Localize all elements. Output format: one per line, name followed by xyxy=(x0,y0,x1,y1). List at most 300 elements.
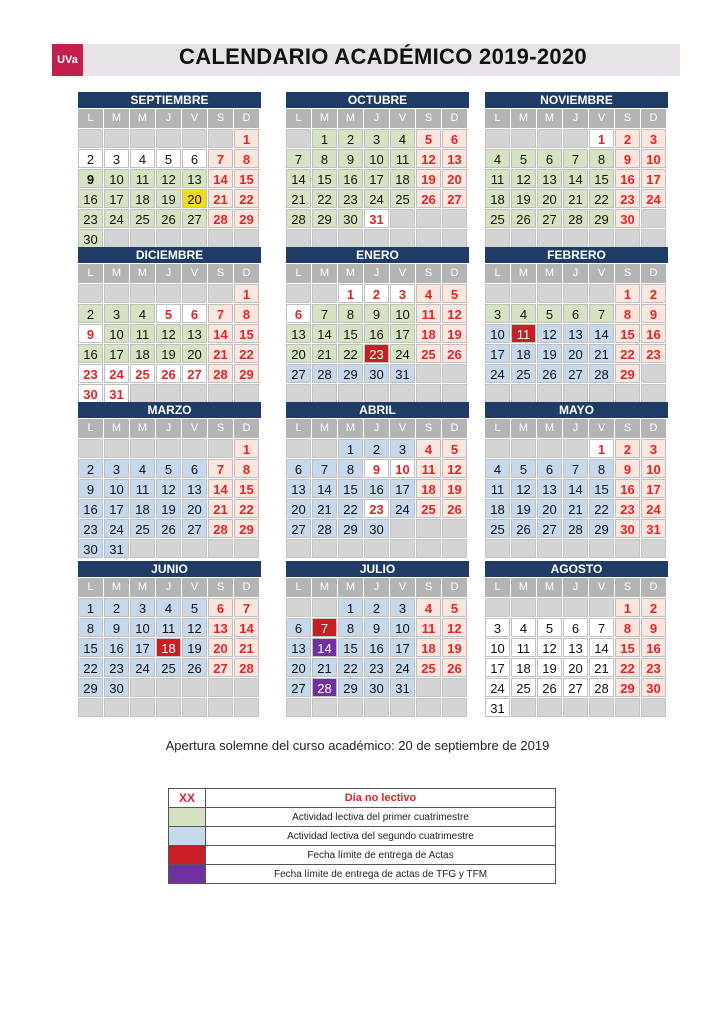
day-cell: 17 xyxy=(641,169,666,188)
day-cell: 4 xyxy=(511,304,536,323)
empty-cell xyxy=(208,539,233,558)
day-cell: 2 xyxy=(641,284,666,303)
weekday-header: J xyxy=(563,109,588,128)
day-cell: 26 xyxy=(511,209,536,228)
empty-cell xyxy=(563,598,588,617)
day-cell: 30 xyxy=(615,209,640,228)
empty-cell xyxy=(312,229,337,248)
day-cell: 18 xyxy=(511,344,536,363)
day-cell: 19 xyxy=(442,638,467,657)
day-cell: 7 xyxy=(312,304,337,323)
day-cell: 2 xyxy=(364,439,389,458)
empty-cell xyxy=(338,384,363,403)
empty-cell xyxy=(390,698,415,717)
day-cell: 21 xyxy=(589,658,614,677)
day-cell: 27 xyxy=(442,189,467,208)
weekday-header: L xyxy=(286,578,311,597)
empty-cell xyxy=(312,698,337,717)
empty-cell xyxy=(130,678,155,697)
day-cell: 6 xyxy=(182,459,207,478)
weekday-header: M xyxy=(511,109,536,128)
day-cell: 26 xyxy=(156,364,181,383)
day-cell: 25 xyxy=(156,658,181,677)
day-cell: 9 xyxy=(364,304,389,323)
empty-cell xyxy=(182,284,207,303)
empty-cell xyxy=(537,698,562,717)
day-cell: 16 xyxy=(641,324,666,343)
day-cell: 28 xyxy=(312,519,337,538)
weekday-header: V xyxy=(390,264,415,283)
weekday-header: L xyxy=(286,109,311,128)
day-cell: 5 xyxy=(442,439,467,458)
day-cell: 21 xyxy=(563,189,588,208)
day-cell: 23 xyxy=(104,658,129,677)
day-cell: 25 xyxy=(416,499,441,518)
empty-cell xyxy=(286,439,311,458)
weekday-header: M xyxy=(537,264,562,283)
day-cell: 30 xyxy=(78,229,103,248)
month-name: JUNIO xyxy=(78,561,261,577)
day-cell: 1 xyxy=(78,598,103,617)
day-cell: 27 xyxy=(563,364,588,383)
day-cell: 21 xyxy=(208,499,233,518)
day-cell: 20 xyxy=(563,344,588,363)
day-cell: 11 xyxy=(390,149,415,168)
uva-logo: UVa xyxy=(52,44,83,76)
page-title: CALENDARIO ACADÉMICO 2019-2020 xyxy=(179,44,587,69)
day-cell: 4 xyxy=(416,439,441,458)
empty-cell xyxy=(208,129,233,148)
empty-cell xyxy=(641,229,666,248)
day-cell: 10 xyxy=(104,169,129,188)
legend-tfg-label: Fecha límite de entrega de actas de TFG y TFM xyxy=(206,865,556,884)
day-cell: 27 xyxy=(182,364,207,383)
day-cell: 23 xyxy=(641,344,666,363)
day-cell: 3 xyxy=(364,129,389,148)
day-cell: 21 xyxy=(234,638,259,657)
day-cell: 24 xyxy=(641,189,666,208)
weekday-header: M xyxy=(104,109,129,128)
day-cell: 19 xyxy=(182,638,207,657)
day-cell: 29 xyxy=(589,209,614,228)
day-cell: 23 xyxy=(338,189,363,208)
day-cell: 10 xyxy=(390,459,415,478)
legend-row-tfg xyxy=(169,865,556,884)
day-cell: 5 xyxy=(442,284,467,303)
empty-cell xyxy=(485,598,510,617)
weekday-header: L xyxy=(78,419,103,438)
empty-cell xyxy=(442,384,467,403)
day-cell: 20 xyxy=(182,189,207,208)
empty-cell xyxy=(338,229,363,248)
day-cell: 5 xyxy=(182,598,207,617)
day-cell: 8 xyxy=(615,618,640,637)
day-cell: 11 xyxy=(511,638,536,657)
day-cell: 28 xyxy=(208,519,233,538)
month-diciembre xyxy=(78,247,261,403)
day-cell: 6 xyxy=(537,459,562,478)
weekday-header: M xyxy=(312,578,337,597)
day-grid xyxy=(485,419,668,558)
day-grid xyxy=(286,419,469,558)
day-cell: 18 xyxy=(416,479,441,498)
empty-cell xyxy=(286,129,311,148)
day-cell: 29 xyxy=(234,519,259,538)
day-cell: 12 xyxy=(442,304,467,323)
empty-cell xyxy=(511,229,536,248)
empty-cell xyxy=(390,209,415,228)
empty-cell xyxy=(208,678,233,697)
empty-cell xyxy=(563,229,588,248)
day-cell: 13 xyxy=(286,324,311,343)
weekday-header: M xyxy=(130,578,155,597)
day-cell: 12 xyxy=(511,169,536,188)
day-cell: 19 xyxy=(511,189,536,208)
empty-cell xyxy=(485,129,510,148)
day-cell: 22 xyxy=(589,189,614,208)
legend-row-first xyxy=(169,808,556,827)
weekday-header: M xyxy=(537,578,562,597)
day-cell: 26 xyxy=(537,364,562,383)
empty-cell xyxy=(563,439,588,458)
month-name: DICIEMBRE xyxy=(78,247,261,263)
day-cell: 26 xyxy=(511,519,536,538)
day-cell: 20 xyxy=(208,638,233,657)
weekday-header: M xyxy=(338,109,363,128)
day-cell: 14 xyxy=(234,618,259,637)
empty-cell xyxy=(156,678,181,697)
day-cell: 19 xyxy=(416,169,441,188)
day-grid xyxy=(78,578,261,717)
weekday-header: V xyxy=(390,578,415,597)
day-cell: 5 xyxy=(442,598,467,617)
day-cell: 3 xyxy=(641,439,666,458)
day-cell: 1 xyxy=(615,598,640,617)
day-cell: 13 xyxy=(442,149,467,168)
day-cell: 16 xyxy=(78,499,103,518)
empty-cell xyxy=(364,229,389,248)
month-mayo xyxy=(485,402,668,558)
day-cell: 4 xyxy=(485,459,510,478)
day-cell: 23 xyxy=(364,344,389,363)
empty-cell xyxy=(416,229,441,248)
day-cell: 26 xyxy=(182,658,207,677)
day-cell: 31 xyxy=(104,539,129,558)
day-cell: 27 xyxy=(182,519,207,538)
day-cell: 17 xyxy=(104,189,129,208)
day-cell: 21 xyxy=(208,189,233,208)
day-cell: 9 xyxy=(364,618,389,637)
empty-cell xyxy=(364,539,389,558)
day-cell: 23 xyxy=(364,499,389,518)
day-cell: 22 xyxy=(338,344,363,363)
day-cell: 13 xyxy=(563,638,588,657)
day-cell: 15 xyxy=(615,324,640,343)
day-cell: 11 xyxy=(511,324,536,343)
day-cell: 16 xyxy=(364,479,389,498)
day-cell: 11 xyxy=(156,618,181,637)
day-cell: 11 xyxy=(130,324,155,343)
day-cell: 7 xyxy=(208,149,233,168)
day-cell: 6 xyxy=(563,618,588,637)
weekday-header: J xyxy=(156,264,181,283)
day-cell: 25 xyxy=(130,364,155,383)
day-cell: 29 xyxy=(234,364,259,383)
weekday-header: J xyxy=(563,264,588,283)
empty-cell xyxy=(589,284,614,303)
empty-cell xyxy=(312,598,337,617)
empty-cell xyxy=(615,384,640,403)
day-cell: 22 xyxy=(589,499,614,518)
weekday-header: M xyxy=(312,109,337,128)
empty-cell xyxy=(182,384,207,403)
weekday-header: J xyxy=(364,419,389,438)
month-julio xyxy=(286,561,469,717)
weekday-header: S xyxy=(208,109,233,128)
weekday-header: S xyxy=(208,264,233,283)
day-cell: 7 xyxy=(312,618,337,637)
month-septiembre xyxy=(78,92,261,248)
day-cell: 12 xyxy=(537,638,562,657)
day-cell: 25 xyxy=(511,678,536,697)
day-cell: 14 xyxy=(208,324,233,343)
day-cell: 18 xyxy=(130,189,155,208)
day-cell: 16 xyxy=(338,169,363,188)
weekday-header: M xyxy=(130,264,155,283)
day-cell: 15 xyxy=(338,324,363,343)
day-cell: 25 xyxy=(130,519,155,538)
day-cell: 10 xyxy=(641,459,666,478)
weekday-header: V xyxy=(390,419,415,438)
day-cell: 6 xyxy=(286,459,311,478)
day-cell: 24 xyxy=(485,678,510,697)
day-cell: 22 xyxy=(234,499,259,518)
empty-cell xyxy=(390,519,415,538)
empty-cell xyxy=(511,439,536,458)
day-cell: 19 xyxy=(442,479,467,498)
day-cell: 24 xyxy=(390,499,415,518)
day-cell: 29 xyxy=(615,364,640,383)
day-cell: 8 xyxy=(234,304,259,323)
month-marzo xyxy=(78,402,261,558)
weekday-header: M xyxy=(104,419,129,438)
legend-green-swatch xyxy=(169,808,206,827)
empty-cell xyxy=(234,678,259,697)
day-cell: 1 xyxy=(589,439,614,458)
day-cell: 15 xyxy=(234,324,259,343)
day-cell: 13 xyxy=(182,169,207,188)
empty-cell xyxy=(208,229,233,248)
day-cell: 7 xyxy=(234,598,259,617)
day-cell: 8 xyxy=(338,459,363,478)
weekday-header: L xyxy=(78,578,103,597)
day-cell: 13 xyxy=(182,479,207,498)
legend-purple-swatch xyxy=(169,865,206,884)
day-cell: 14 xyxy=(312,324,337,343)
day-cell: 17 xyxy=(485,344,510,363)
day-cell: 21 xyxy=(208,344,233,363)
day-cell: 22 xyxy=(615,658,640,677)
weekday-header: D xyxy=(442,419,467,438)
day-cell: 10 xyxy=(130,618,155,637)
empty-cell xyxy=(641,539,666,558)
day-cell: 12 xyxy=(442,459,467,478)
day-cell: 4 xyxy=(416,284,441,303)
empty-cell xyxy=(104,129,129,148)
day-cell: 29 xyxy=(615,678,640,697)
day-cell: 28 xyxy=(234,658,259,677)
day-cell: 1 xyxy=(615,284,640,303)
day-cell: 29 xyxy=(234,209,259,228)
day-cell: 10 xyxy=(364,149,389,168)
empty-cell xyxy=(338,539,363,558)
empty-cell xyxy=(182,129,207,148)
day-cell: 3 xyxy=(104,459,129,478)
day-cell: 28 xyxy=(312,364,337,383)
weekday-header: L xyxy=(485,419,510,438)
empty-cell xyxy=(511,284,536,303)
day-cell: 10 xyxy=(641,149,666,168)
empty-cell xyxy=(641,384,666,403)
weekday-header: M xyxy=(511,264,536,283)
day-cell: 5 xyxy=(156,304,181,323)
day-cell: 18 xyxy=(156,638,181,657)
empty-cell xyxy=(104,284,129,303)
day-cell: 28 xyxy=(563,519,588,538)
empty-cell xyxy=(390,384,415,403)
day-cell: 18 xyxy=(485,189,510,208)
opening-note: Apertura solemne del curso académico: 20 de septiembre de 2019 xyxy=(165,738,550,753)
day-cell: 21 xyxy=(286,189,311,208)
day-cell: 15 xyxy=(615,638,640,657)
day-cell: 31 xyxy=(390,364,415,383)
day-cell: 2 xyxy=(78,304,103,323)
day-grid xyxy=(78,264,261,403)
day-cell: 18 xyxy=(416,324,441,343)
day-cell: 27 xyxy=(286,519,311,538)
empty-cell xyxy=(364,384,389,403)
legend-no-lectivo-label: Día no lectivo xyxy=(206,789,556,808)
day-cell: 2 xyxy=(104,598,129,617)
day-cell: 15 xyxy=(78,638,103,657)
day-cell: 31 xyxy=(485,698,510,717)
day-cell: 30 xyxy=(338,209,363,228)
day-cell: 13 xyxy=(563,324,588,343)
day-cell: 28 xyxy=(286,209,311,228)
empty-cell xyxy=(485,284,510,303)
day-grid xyxy=(286,109,469,248)
day-cell: 31 xyxy=(641,519,666,538)
empty-cell xyxy=(537,229,562,248)
day-cell: 14 xyxy=(563,479,588,498)
day-cell: 21 xyxy=(589,344,614,363)
weekday-header: D xyxy=(641,109,666,128)
empty-cell xyxy=(537,384,562,403)
day-cell: 4 xyxy=(390,129,415,148)
month-name: MARZO xyxy=(78,402,261,418)
day-cell: 25 xyxy=(511,364,536,383)
day-cell: 15 xyxy=(338,638,363,657)
empty-cell xyxy=(485,229,510,248)
day-grid xyxy=(286,264,469,403)
legend-second-label: Actividad lectiva del segundo cuatrimestre xyxy=(206,827,556,846)
empty-cell xyxy=(641,698,666,717)
day-cell: 17 xyxy=(130,638,155,657)
weekday-header: V xyxy=(589,578,614,597)
empty-cell xyxy=(286,384,311,403)
empty-cell xyxy=(390,539,415,558)
empty-cell xyxy=(156,698,181,717)
weekday-header: S xyxy=(416,109,441,128)
day-cell: 25 xyxy=(485,519,510,538)
day-cell: 24 xyxy=(104,519,129,538)
day-cell: 6 xyxy=(442,129,467,148)
day-cell: 5 xyxy=(156,459,181,478)
weekday-header: S xyxy=(615,109,640,128)
empty-cell xyxy=(615,698,640,717)
day-cell: 22 xyxy=(312,189,337,208)
empty-cell xyxy=(442,209,467,228)
weekday-header: V xyxy=(390,109,415,128)
empty-cell xyxy=(641,209,666,228)
empty-cell xyxy=(234,229,259,248)
day-cell: 23 xyxy=(641,658,666,677)
day-cell: 4 xyxy=(130,304,155,323)
weekday-header: L xyxy=(286,419,311,438)
day-cell: 16 xyxy=(615,479,640,498)
day-cell: 1 xyxy=(338,284,363,303)
day-cell: 7 xyxy=(589,618,614,637)
month-noviembre xyxy=(485,92,668,248)
day-cell: 9 xyxy=(364,459,389,478)
empty-cell xyxy=(286,598,311,617)
day-cell: 14 xyxy=(312,479,337,498)
empty-cell xyxy=(563,129,588,148)
empty-cell xyxy=(130,698,155,717)
day-cell: 2 xyxy=(615,439,640,458)
month-name: ABRIL xyxy=(286,402,469,418)
day-cell: 6 xyxy=(208,598,233,617)
day-cell: 14 xyxy=(312,638,337,657)
day-cell: 26 xyxy=(416,189,441,208)
day-grid xyxy=(485,578,668,717)
day-cell: 8 xyxy=(589,459,614,478)
day-cell: 3 xyxy=(390,598,415,617)
day-cell: 2 xyxy=(364,598,389,617)
empty-cell xyxy=(286,698,311,717)
day-cell: 11 xyxy=(485,169,510,188)
day-cell: 26 xyxy=(156,519,181,538)
empty-cell xyxy=(156,129,181,148)
month-name: FEBRERO xyxy=(485,247,668,263)
day-cell: 7 xyxy=(563,149,588,168)
day-cell: 3 xyxy=(390,284,415,303)
day-cell: 2 xyxy=(78,149,103,168)
legend-actas-label: Fecha límite de entrega de Actas xyxy=(206,846,556,865)
month-octubre xyxy=(286,92,469,248)
day-cell: 24 xyxy=(485,364,510,383)
empty-cell xyxy=(416,209,441,228)
day-cell: 19 xyxy=(156,344,181,363)
day-cell: 9 xyxy=(338,149,363,168)
day-cell: 23 xyxy=(364,658,389,677)
day-cell: 8 xyxy=(338,618,363,637)
weekday-header: D xyxy=(234,578,259,597)
day-cell: 3 xyxy=(104,149,129,168)
weekday-header: L xyxy=(485,109,510,128)
empty-cell xyxy=(364,698,389,717)
day-cell: 13 xyxy=(286,479,311,498)
